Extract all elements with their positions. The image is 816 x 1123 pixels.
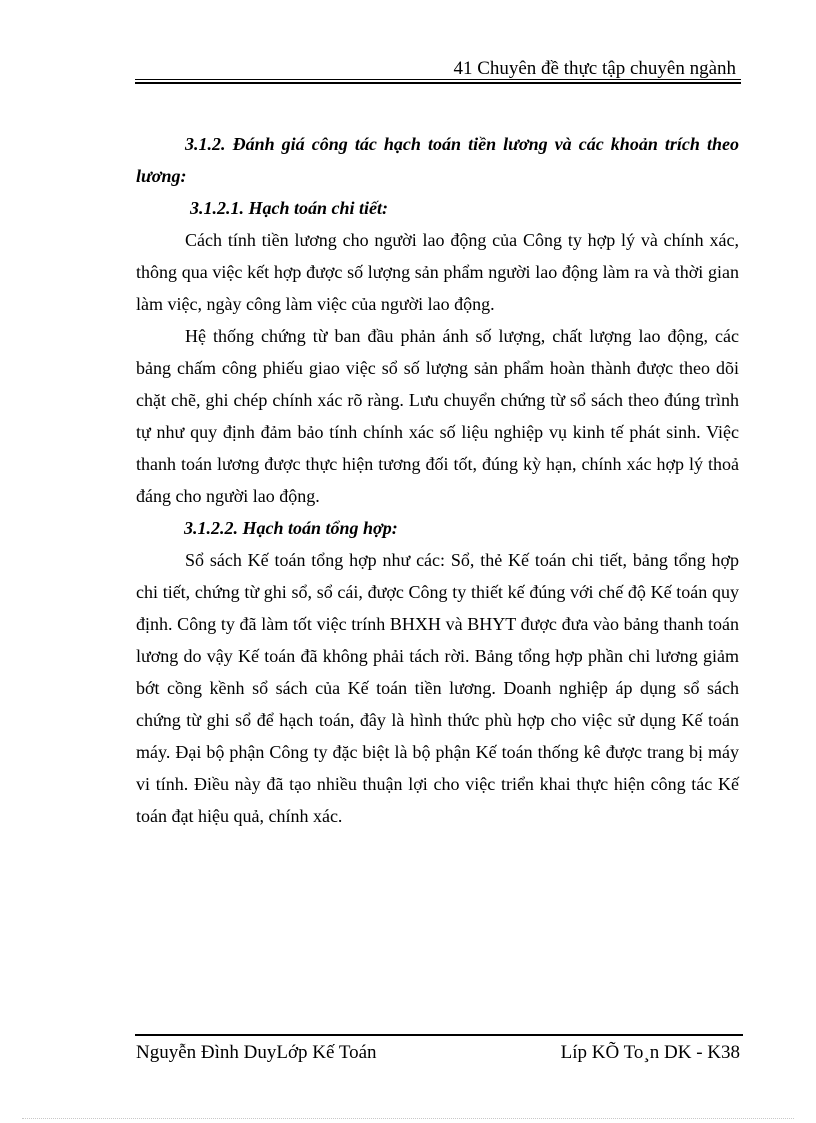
section-heading-3-1-2: 3.1.2. Đánh giá công tác hạch toán tiền lương và các khoản trích theo lương: — [136, 134, 739, 186]
document-body — [136, 128, 739, 832]
footer-class-code: Líp KÕ To¸n DK - K38 — [560, 1042, 740, 1063]
paragraph-salary-calculation: Cách tính tiền lương cho người lao động của Công ty hợp lý và chính xác, thông qua việc kết hợp được số lượng sản phẩm người lao động làm ra và thời gian làm việc, ngày công làm việc của người lao động. — [136, 230, 739, 314]
paragraph-general-accounting: Sổ sách Kế toán tổng hợp như các: Sổ, thẻ Kế toán chi tiết, bảng tổng hợp chi tiết, chứng từ ghi sổ, sổ cái, được Công ty thiết kế đúng với chế độ Kế toán quy định. Công ty đã làm tốt việc trính BHXH và BHYT được đưa vào bảng thanh toán lương do vậy Kế toán đã không phải tách rời. Bảng tổng hợp phần chi lương giảm bớt cồng kềnh sổ sách của Kế toán tiền lương. Doanh nghiệp áp dụng sổ sách chứng từ ghi sổ để hạch toán, đây là hình thức phù hợp cho việc sử dụng Kế toán máy. Đại bộ phận Công ty đặc biệt là bộ phận Kế toán thống kê được trang bị máy vi tính. Điều này đã tạo nhiều thuận lợi cho việc triển khai thực hiện công tác Kế toán đạt hiệu quả, chính xác. — [136, 550, 739, 826]
footer-rule — [135, 1034, 743, 1036]
header-rule — [135, 79, 741, 84]
paragraph-document-system: Hệ thống chứng từ ban đầu phản ánh số lượng, chất lượng lao động, các bảng chấm công phiếu giao việc sổ số lượng sản phẩm hoàn thành được theo dõi chặt chẽ, ghi chép chính xác rõ ràng. Lưu chuyển chứng từ sổ sách theo đúng trình tự như quy định đảm bảo tính chính xác số liệu nghiệp vụ kinh tế phát sinh. Việc thanh toán lương được thực hiện tương đối tốt, đúng kỳ hạn, chính xác hợp lý thoả đáng cho người lao động. — [136, 326, 739, 506]
section-heading-3-1-2-1: 3.1.2.1. Hạch toán chi tiết: — [190, 198, 388, 218]
header-title: 41 Chuyên đề thực tập chuyên ngành — [453, 58, 736, 79]
footer-author-class: Nguyễn Đình DuyLớp Kế Toán — [136, 1042, 377, 1063]
section-heading-3-1-2-2: 3.1.2.2. Hạch toán tổng hợp: — [184, 518, 398, 538]
page-bottom-boundary — [22, 1118, 794, 1119]
